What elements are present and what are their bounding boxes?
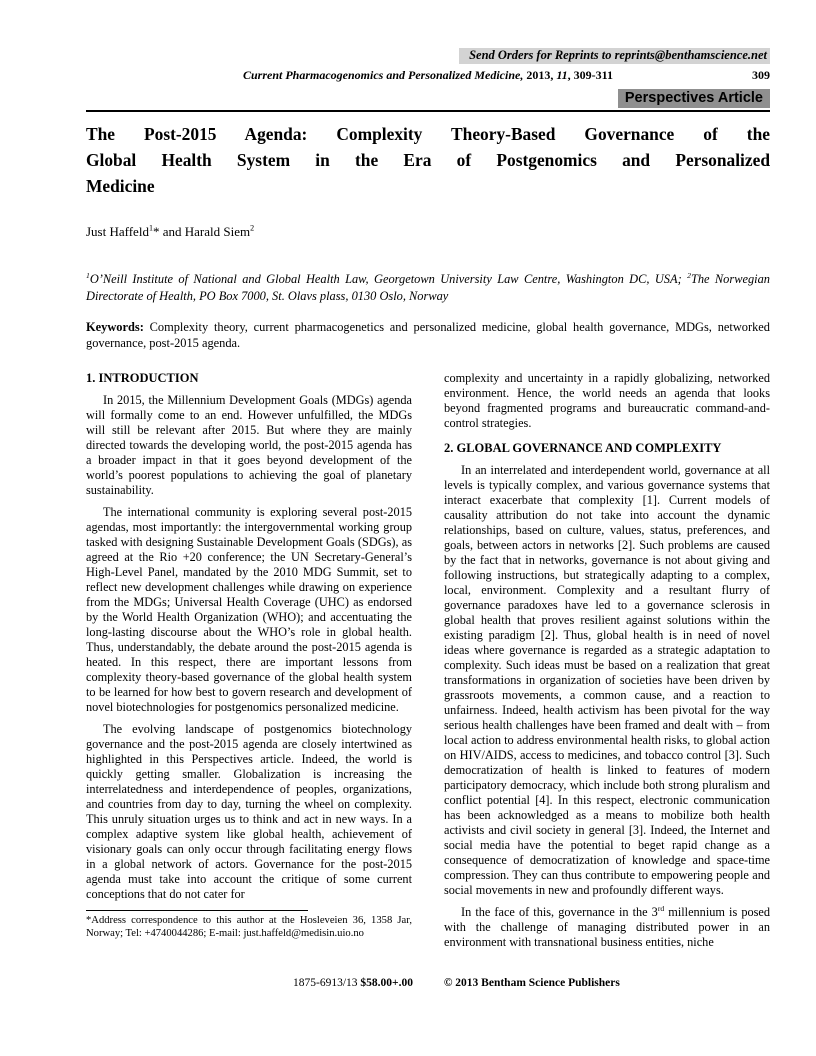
- right-column: [444, 371, 770, 957]
- citation-pages: , 309-311: [567, 68, 614, 82]
- journal-citation: [243, 68, 613, 82]
- price: $58.00+.00: [360, 977, 413, 989]
- paragraph-governance-1: In an interrelated and interdependent world, governance at all levels is typically complex, and various governance systems that interact exacerbate that complexity [1]. Current models of causality attribution do not take into account the dynamic relationships, based on culture, values, status, preferences, and goals, between actors in networks [2]. Such problems are caused by the fact that in networks, governance is not about giving and following instructions, but strategically adapting to a complex, local, environment. Complexity and a resultant flurry of governance paradoxes have led to a governance sclerosis in global health that proves resilient against solutions within the existing paradigm [2]. Thus, global health is in need of novel ideas where governance is regarded as a strategic adaptation to complexity. Such ideas must be based on a realization that great transformations in organization of societies have been driven by grassroots movements, a common cause, and a reaction to unfairness. Indeed, health activism has been pivotal for the way serious health challenges have been framed and dealt with – from local action to address environmental health risks, to global action on HIV/AIDS, access to medicines, and tobacco control [3]. Such democratization of health is linked to features of modern participatory democracy, which include both strong pluralism and conflict potential [4]. In this respect, electronic communication has been acknowledged as a means to mobilize both health activists and civil society in general [3]. Indeed, the Internet and social media have the potential to beget rapid change as a consequence of democratization of knowledge and space-time compression. They can thus contribute to empowering people and social movements in new and profoundly different ways.: [444, 463, 770, 897]
- affiliation-2-mark: 2: [687, 270, 691, 280]
- left-column: [86, 371, 412, 957]
- title-line-3: Medicine: [86, 176, 155, 196]
- article-title: [86, 121, 770, 199]
- footnote-text: *Address correspondence to this author at the Hosleveien 36, 1358 Jar, Norway; Tel: +4740044286; E-mail: just.haffeld@medisin.uio.no: [86, 915, 412, 939]
- paragraph-governance-2: [444, 905, 770, 950]
- page-footer: [293, 977, 620, 989]
- citation-year: 2013,: [523, 68, 557, 82]
- keywords-label: Keywords:: [86, 320, 144, 334]
- reprint-notice-row: [86, 46, 770, 63]
- paragraph-governance-2-post: millennium is posed with the challenge of managing distributed power in an environment with transnational business entities, niche: [444, 905, 771, 949]
- affiliation-2: The Norwegian Directorate of Health, PO Box 7000, St. Olavs plass, 0130 Oslo, Norway: [86, 272, 770, 303]
- journal-name: Current Pharmacogenomics and Personalized Medicine,: [242, 68, 524, 82]
- article-type-badge: Perspectives Article: [618, 89, 770, 108]
- keywords-line: [86, 320, 770, 351]
- copyright-notice: © 2013 Bentham Science Publishers: [443, 977, 620, 989]
- citation-volume: 11: [556, 68, 568, 82]
- affiliations: [86, 271, 770, 305]
- authors-separator: * and: [152, 224, 185, 239]
- correspondence-footnote: [86, 910, 412, 940]
- author-1-name: Just Haffeld: [86, 224, 149, 239]
- header-rule: [86, 110, 770, 112]
- title-line-1: The Post-2015 Agenda: Complexity Theory-Based Governance of the: [86, 124, 770, 144]
- reprint-notice: Send Orders for Reprints to reprints@benthamscience.net: [459, 48, 770, 64]
- page-number: 309: [752, 68, 770, 82]
- section-heading-global-governance: 2. GLOBAL GOVERNANCE AND COMPLEXITY: [444, 441, 722, 455]
- paragraph-governance-2-pre: In the face of this, governance in the 3: [461, 905, 658, 919]
- author-2-name: Harald Siem: [184, 224, 251, 239]
- ordinal-superscript: rd: [657, 903, 665, 913]
- issn-price: [293, 977, 413, 989]
- article-body: [86, 371, 770, 957]
- author-2-affiliation-mark: 2: [250, 223, 255, 233]
- section-heading-introduction: 1. INTRODUCTION: [86, 371, 199, 385]
- footnote-rule: [86, 910, 308, 911]
- paragraph-intro-2: The international community is exploring several post-2015 agendas, most importantly: the intergovernmental working group tasked with designing Sustainable Development Goals (SDGs), as agreed at the Rio +20 conference; the UN Secretary-General’s High-Level Panel, mandated by the 2010 MDG Summit, set to reflect new development challenges while drawing on experience from the MDGs; Universal Health Coverage (UHC) as endorsed by the World Health Organization (WHO); and accentuating the long-lasting discourse about the WHO’s role in global health. Thus, understandably, the debate around the post-2015 agenda is heated. In this respect, there are important lessons from complexity theory-based governance of the global health system to be learned for how best to govern research and development of novel biotechnologies for postgenomics personalized medicine.: [86, 505, 412, 714]
- authors-line: [86, 224, 770, 240]
- title-line-2: Global Health System in the Era of Postgenomics and Personalized: [86, 150, 770, 170]
- affiliation-1: O’Neill Institute of National and Global Health Law, Georgetown University Law Centre, Washington DC, USA;: [89, 272, 688, 286]
- keywords-text: Complexity theory, current pharmacogenetics and personalized medicine, global health governance, MDGs, networked governance, post-2015 agenda.: [86, 320, 770, 350]
- paragraph-intro-1: In 2015, the Millennium Development Goals (MDGs) agenda will formally come to an end. However unfulfilled, the MDGs will still be relevant after 2015. But where they are mainly directed towards the developing world, the post-2015 agenda has a broader impact in that it goes beyond development of the world’s poorest populations to achieving the goal of planetary sustainability.: [86, 393, 412, 497]
- article-type-row: [86, 89, 770, 108]
- author-1-affiliation-mark: 1: [148, 223, 153, 233]
- affiliation-1-mark: 1: [86, 270, 90, 280]
- journal-citation-row: [86, 68, 770, 84]
- paragraph-intro-continued: complexity and uncertainty in a rapidly globalizing, networked environment. Hence, the world needs an agenda that looks beyond fragmented programs and bureaucratic command-and-control strategies.: [444, 371, 770, 430]
- issn: 1875-6913/13: [293, 977, 361, 989]
- paragraph-intro-3: The evolving landscape of postgenomics biotechnology governance and the post-2015 agenda are closely intertwined as highlighted in this Perspectives article. Indeed, the world is quickly getting smaller. Globalization is increasing the interrelatedness and interdependence of peoples, organizations, and countries from day to day, turning the wheel on complexity. This unruly situation urges us to think and act in new ways. In a complex adaptive system like global health, achievement of visionary goals can only occur through facilitating energy flows in a global network of actors. Governance for the post-2015 agenda must take into account the critique of some current conceptions that do not cater for: [86, 722, 412, 901]
